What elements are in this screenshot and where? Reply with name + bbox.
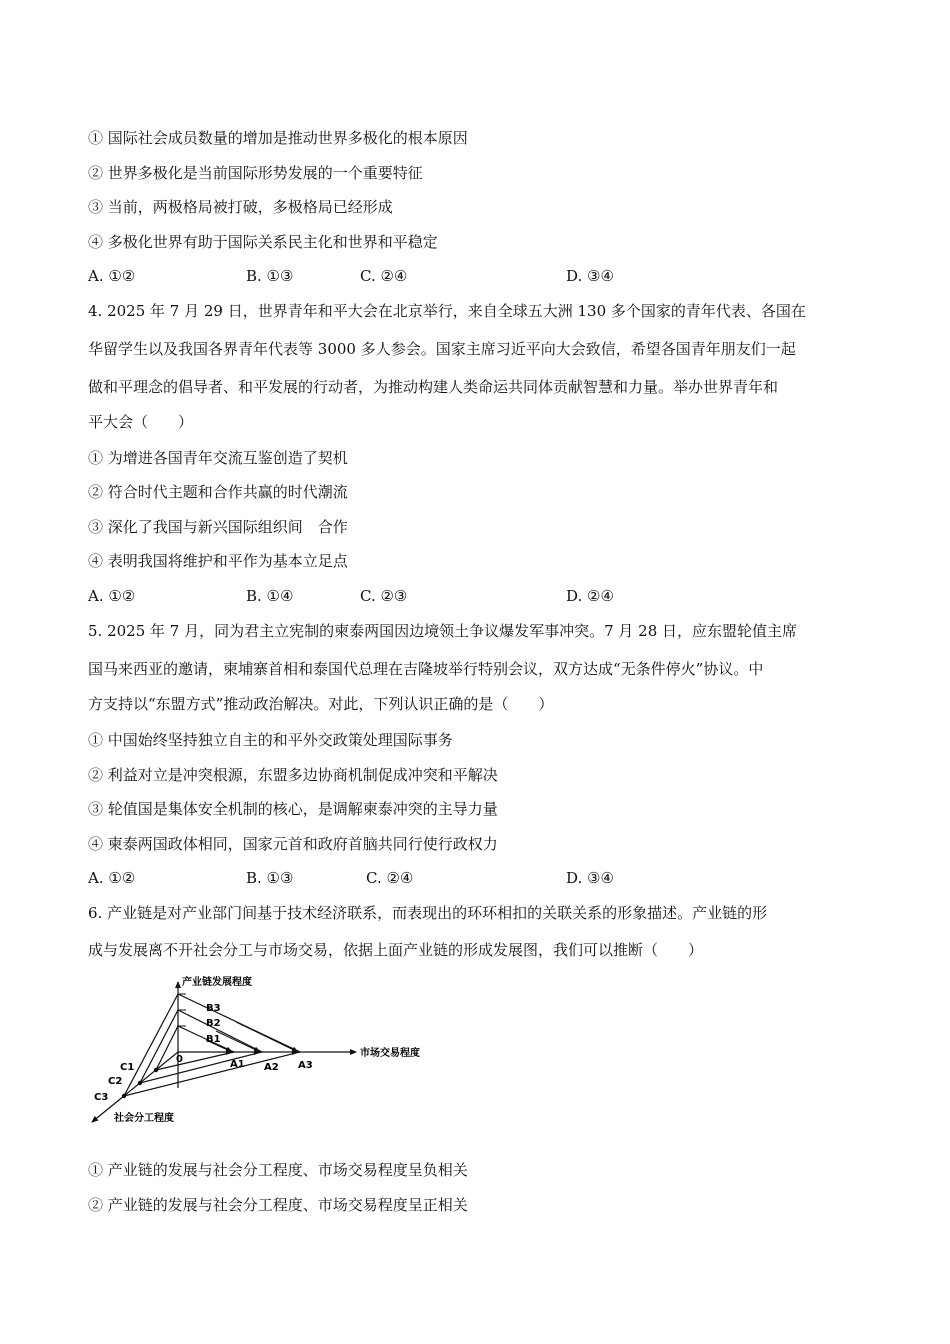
label-c1: C1 xyxy=(120,1062,135,1073)
axis-z-label: 社会分工程度 xyxy=(114,1113,174,1124)
z-axis xyxy=(92,1052,178,1122)
q4-option-d[interactable]: D. ②④ xyxy=(566,587,614,605)
q3-option-b[interactable]: B. ①③ xyxy=(246,267,294,285)
q5-statement-1: ① 中国始终坚持独立自主的和平外交政策处理国际事务 xyxy=(88,731,453,749)
q4-option-a[interactable]: A. ①② xyxy=(88,587,136,605)
q5-option-b[interactable]: B. ①③ xyxy=(246,869,294,887)
q3-option-a[interactable]: A. ①② xyxy=(88,267,136,285)
q4-statement-2: ② 符合时代主题和合作共赢的时代潮流 xyxy=(88,483,348,501)
q4-stem-line-4: 平大会（ ） xyxy=(88,413,194,431)
label-b2: B2 xyxy=(206,1018,221,1029)
label-a3: A3 xyxy=(298,1060,313,1071)
q4-statement-3: ③ 深化了我国与新兴国际组织间 合作 xyxy=(88,518,348,536)
triangle-2 xyxy=(140,1010,262,1083)
q5-statement-2: ② 利益对立是冲突根源，东盟多边协商机制促成冲突和平解决 xyxy=(88,766,498,784)
axis-x-label: 市场交易程度 xyxy=(360,1048,420,1059)
q3-options xyxy=(88,266,788,286)
q4-statement-4: ④ 表明我国将维护和平作为基本立足点 xyxy=(88,552,348,570)
q5-statement-3: ③ 轮值国是集体安全机制的核心，是调解柬泰冲突的主导力量 xyxy=(88,800,498,818)
q4-statement-1: ① 为增进各国青年交流互鉴创造了契机 xyxy=(88,449,348,467)
q4-stem-line-3: 做和平理念的倡导者、和平发展的行动者，为推动构建人类命运共同体贡献智慧和力量。举办世界青年和 xyxy=(88,378,779,396)
q3-statement-2: ② 世界多极化是当前国际形势发展的一个重要特征 xyxy=(88,164,423,182)
q6-statement-1: ① 产业链的发展与社会分工程度、市场交易程度呈负相关 xyxy=(88,1161,468,1179)
label-a2: A2 xyxy=(264,1062,279,1073)
label-c2: C2 xyxy=(108,1076,123,1087)
q5-stem-line-2: 国马来西亚的邀请，柬埔寨首相和泰国代总理在吉隆坡举行特别会议，双方达成“无条件停火”协议。中 xyxy=(88,660,764,678)
label-a1: A1 xyxy=(230,1059,245,1070)
label-b3: B3 xyxy=(206,1003,221,1014)
q6-stem-line-2: 成与发展离不开社会分工与市场交易，依据上面产业链的形成发展图，我们可以推断（ ） xyxy=(88,941,704,959)
q5-option-c[interactable]: C. ②④ xyxy=(366,869,414,887)
q4-stem-line-1: 4. 2025 年 7 月 29 日，世界青年和平大会在北京举行，来自全球五大洲 130 多个国家的青年代表、各国在 xyxy=(88,302,806,320)
q5-stem-line-3: 方支持以“东盟方式”推动政治解决。对此，下列认识正确的是（ ） xyxy=(88,695,554,713)
label-b1: B1 xyxy=(206,1034,221,1045)
q5-options xyxy=(88,868,788,888)
q6-statement-2: ② 产业链的发展与社会分工程度、市场交易程度呈正相关 xyxy=(88,1196,468,1214)
q5-option-d[interactable]: D. ③④ xyxy=(566,869,614,887)
q5-statement-4: ④ 柬泰两国政体相同，国家元首和政府首脑共同行使行政权力 xyxy=(88,835,498,853)
q5-option-a[interactable]: A. ①② xyxy=(88,869,136,887)
origin-label: 0 xyxy=(176,1054,183,1065)
q4-stem-line-2: 华留学生以及我国各界青年代表等 3000 多人参会。国家主席习近平向大会致信，希望各国青年朋友们一起 xyxy=(88,340,796,358)
industry-chain-diagram xyxy=(86,968,446,1130)
q3-statement-3: ③ 当前，两极格局被打破，多极格局已经形成 xyxy=(88,198,393,216)
label-c3: C3 xyxy=(94,1092,109,1103)
q4-option-c[interactable]: C. ②③ xyxy=(360,587,408,605)
q3-statement-4: ④ 多极化世界有助于国际关系民主化和世界和平稳定 xyxy=(88,233,438,251)
q3-option-d[interactable]: D. ③④ xyxy=(566,267,614,285)
q5-stem-line-1: 5. 2025 年 7 月，同为君主立宪制的柬泰两国因边境领土争议爆发军事冲突。7 月 28 日，应东盟轮值主席 xyxy=(88,622,798,640)
q3-statement-1: ① 国际社会成员数量的增加是推动世界多极化的根本原因 xyxy=(88,129,468,147)
axis-y-label: 产业链发展程度 xyxy=(182,977,252,988)
q4-option-b[interactable]: B. ①④ xyxy=(246,587,294,605)
q6-stem-line-1: 6. 产业链是对产业部门间基于技术经济联系，而表现出的环环相扣的关联关系的形象描述。产业链的形 xyxy=(88,904,768,922)
q3-option-c[interactable]: C. ②④ xyxy=(360,267,408,285)
q4-options xyxy=(88,586,788,606)
